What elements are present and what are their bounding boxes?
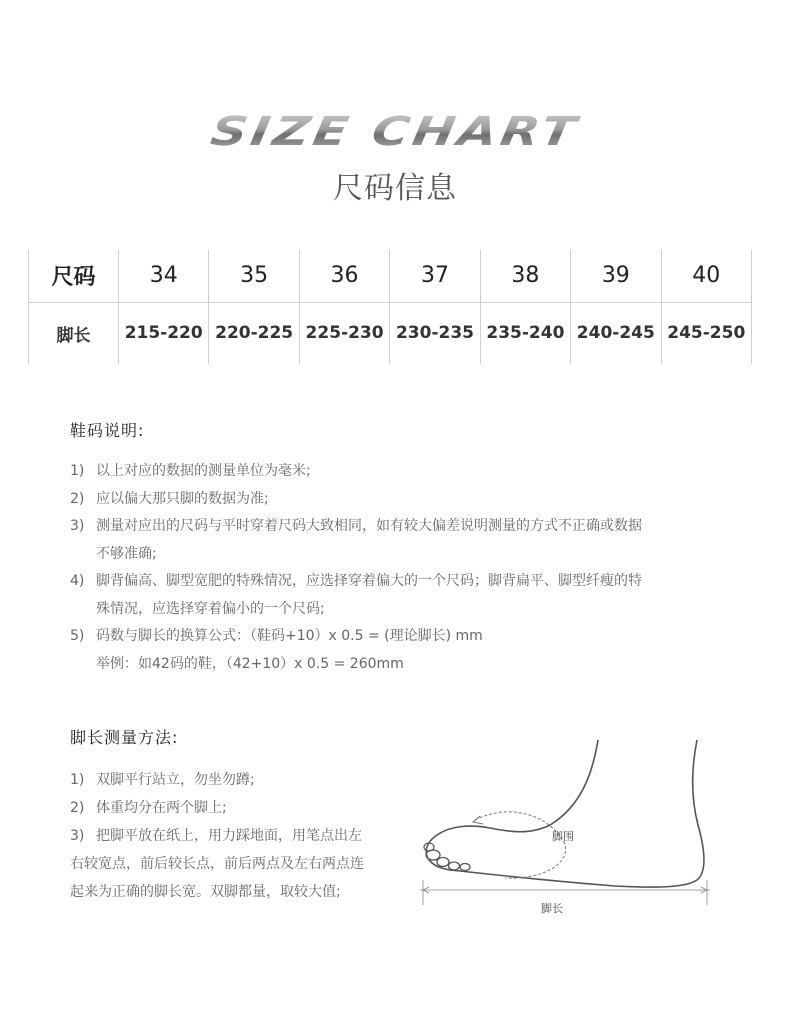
note-item bbox=[70, 458, 730, 486]
length-label: 脚长 bbox=[541, 902, 563, 915]
step-continuation: 起来为正确的脚长宽。双脚都量，取较大值; bbox=[70, 884, 341, 900]
note-number: 4) bbox=[70, 573, 85, 589]
length-cell: 220-225 bbox=[209, 302, 299, 364]
length-cell: 215-220 bbox=[119, 302, 209, 364]
size-cell: 38 bbox=[480, 250, 570, 302]
step-number: 2) bbox=[70, 800, 85, 816]
size-cell: 35 bbox=[209, 250, 299, 302]
size-row bbox=[29, 250, 752, 302]
length-cell: 235-240 bbox=[480, 302, 570, 364]
step-number: 1) bbox=[70, 772, 85, 788]
step-number: 3) bbox=[70, 828, 85, 844]
note-text: 脚背偏高、脚型宽肥的特殊情况，应选择穿着偏大的一个尺码；脚背扁平、脚型纤瘦的特 bbox=[96, 573, 642, 589]
size-chart-subtitle: 尺码信息 bbox=[333, 171, 457, 206]
measure-heading: 脚长测量方法: bbox=[70, 728, 179, 747]
size-cell: 34 bbox=[119, 250, 209, 302]
title-area bbox=[0, 108, 790, 156]
length-cell: 225-230 bbox=[299, 302, 389, 364]
measure-step bbox=[70, 822, 410, 850]
step-text: 把脚平放在纸上，用力踩地面，用笔点出左 bbox=[96, 828, 362, 844]
step-continuation: 右较宽点，前后较长点，前后两点及左右两点连 bbox=[70, 856, 364, 872]
note-text: 应以偏大那只脚的数据为准; bbox=[96, 490, 269, 507]
measure-step bbox=[70, 766, 410, 794]
note-number: 5) bbox=[70, 628, 85, 644]
step-text: 体重均分在两个脚上; bbox=[96, 800, 227, 816]
note-example: 举例：如42码的鞋，（42+10）x 0.5 = 260mm bbox=[96, 655, 404, 672]
measure-steps bbox=[70, 766, 410, 906]
length-cell: 230-235 bbox=[390, 302, 480, 364]
length-row-label: 脚长 bbox=[29, 302, 119, 364]
foot-diagram bbox=[415, 730, 715, 930]
note-item bbox=[70, 568, 730, 596]
size-table bbox=[28, 250, 752, 364]
note-item bbox=[70, 623, 730, 651]
size-cell: 40 bbox=[661, 250, 751, 302]
note-continuation: 殊情况，应选择穿着偏小的一个尺码; bbox=[96, 600, 325, 617]
length-row bbox=[29, 302, 752, 364]
note-item bbox=[70, 513, 730, 541]
note-number: 2) bbox=[70, 490, 85, 507]
note-continuation: 不够准确; bbox=[96, 545, 157, 562]
length-cell: 240-245 bbox=[571, 302, 661, 364]
measure-step bbox=[70, 794, 410, 822]
size-notes-heading: 鞋码说明: bbox=[70, 421, 145, 440]
note-text: 测量对应出的尺码与平时穿着尺码大致相同，如有较大偏差说明测量的方式不正确或数据 bbox=[96, 518, 642, 534]
size-cell: 39 bbox=[571, 250, 661, 302]
length-cell: 245-250 bbox=[661, 302, 751, 364]
note-number: 3) bbox=[70, 518, 85, 534]
size-chart-title: SIZE CHART bbox=[207, 109, 583, 155]
note-number: 1) bbox=[70, 463, 85, 479]
girth-label: 脚围 bbox=[552, 830, 574, 843]
size-cell: 37 bbox=[390, 250, 480, 302]
step-text: 双脚平行站立，勿坐勿蹲; bbox=[96, 772, 255, 788]
note-text: 以上对应的数据的测量单位为毫米; bbox=[96, 463, 311, 479]
size-cell: 36 bbox=[299, 250, 389, 302]
note-text: 码数与脚长的换算公式：（鞋码+10）x 0.5 = (理论脚长) mm bbox=[96, 628, 483, 644]
size-notes-list bbox=[70, 458, 730, 678]
size-row-label: 尺码 bbox=[29, 250, 119, 302]
note-item bbox=[70, 486, 730, 514]
